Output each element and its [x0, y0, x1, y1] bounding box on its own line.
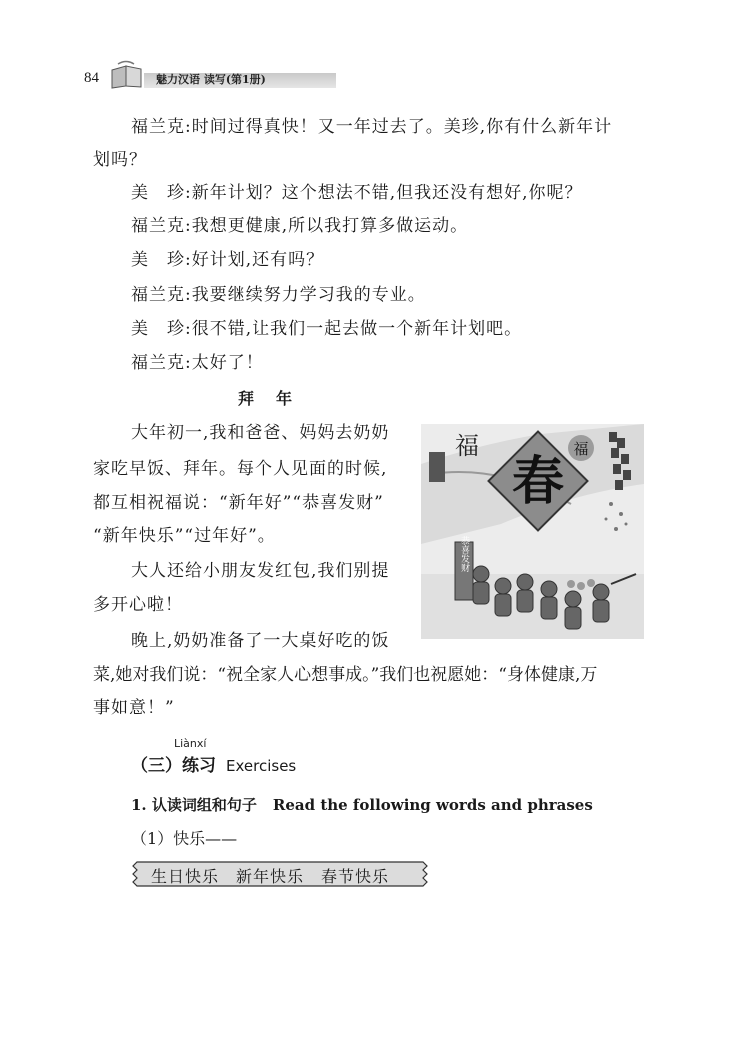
question-1-cn: 1. 认读词组和句子: [131, 796, 257, 814]
dialogue-line: [131, 182, 583, 204]
reading-line: 家吃早饭、拜年。每个人见面的时候,: [93, 459, 388, 479]
page-number: 84: [84, 70, 99, 86]
banner-text: 恭喜发财: [459, 536, 469, 572]
question-1-sub: （1）快乐——: [131, 829, 238, 848]
dialogue-line: [131, 352, 264, 374]
dialogue-line: [131, 215, 468, 237]
book-title: 魅力汉语 读写(第1册): [156, 73, 266, 86]
exercise-heading-cn: （三）练习: [131, 756, 216, 776]
exercise-heading-en: Exercises: [226, 757, 297, 775]
dialogue-line: [131, 116, 612, 138]
fu-character: 福: [455, 432, 479, 460]
dialogue-text: 新年计划？这个想法不错,但我还没有想好,你呢？: [191, 183, 583, 203]
dialogue-text: 太好了！: [191, 353, 264, 373]
dialogue-text: 很不错,让我们一起去做一个新年计划吧。: [191, 319, 523, 339]
dialogue-text: 我要继续努力学习我的专业。: [191, 285, 426, 305]
dialogue-text: 划吗？: [93, 150, 147, 170]
reading-line: 都互相祝福说：“新年好”“恭喜发财”: [93, 493, 384, 513]
exercise-heading: [131, 751, 296, 776]
dialogue-line: [93, 149, 147, 171]
dialogue-line: [131, 318, 522, 340]
reading-line: 事如意！”: [93, 698, 175, 718]
book-icon: [110, 60, 144, 90]
spring-festival-illustration: [421, 424, 644, 639]
dialogue-line: [131, 284, 426, 306]
question-1-en: Read the following words and phrases: [272, 796, 593, 814]
phrase-box: [131, 860, 429, 888]
dialogue-text: 时间过得真快！又一年过去了。美珍,你有什么新年计: [191, 117, 613, 137]
reading-line: 菜,她对我们说：“祝全家人心想事成。”我们也祝愿她：“身体健康,万: [93, 665, 598, 685]
dialogue-text: 我想更健康,所以我打算多做运动。: [191, 216, 469, 236]
question-1: [131, 794, 593, 815]
reading-title: 拜年: [238, 389, 315, 408]
illustration-drawing: [421, 424, 644, 639]
reading-line: 大年初一,我和爸爸、妈妈去奶奶: [131, 423, 390, 443]
speaker: 福兰克:: [131, 285, 192, 305]
reading-line: 大人还给小朋友发红包,我们别提: [131, 561, 390, 581]
reading-line: 晚上,奶奶准备了一大桌好吃的饭: [131, 631, 390, 651]
reading-line: “新年快乐”“过年好”。: [93, 526, 276, 546]
dialogue-text: 好计划,还有吗？: [191, 250, 325, 270]
phrase-box-text: 生日快乐 新年快乐 春节快乐: [151, 867, 390, 886]
exercise-pinyin: Liànxí: [174, 737, 207, 750]
page-header: [84, 60, 336, 94]
speaker: 美 珍:: [131, 250, 192, 270]
chun-character: 春: [511, 451, 565, 512]
speaker: 福兰克:: [131, 216, 192, 236]
speaker: 福兰克:: [131, 353, 192, 373]
speaker: 美 珍:: [131, 183, 192, 203]
speaker: 美 珍:: [131, 319, 192, 339]
reading-line: 多开心啦！: [93, 595, 183, 615]
dialogue-line: [131, 249, 324, 271]
speaker: 福兰克:: [131, 117, 192, 137]
fu-small-character: 福: [573, 440, 589, 458]
